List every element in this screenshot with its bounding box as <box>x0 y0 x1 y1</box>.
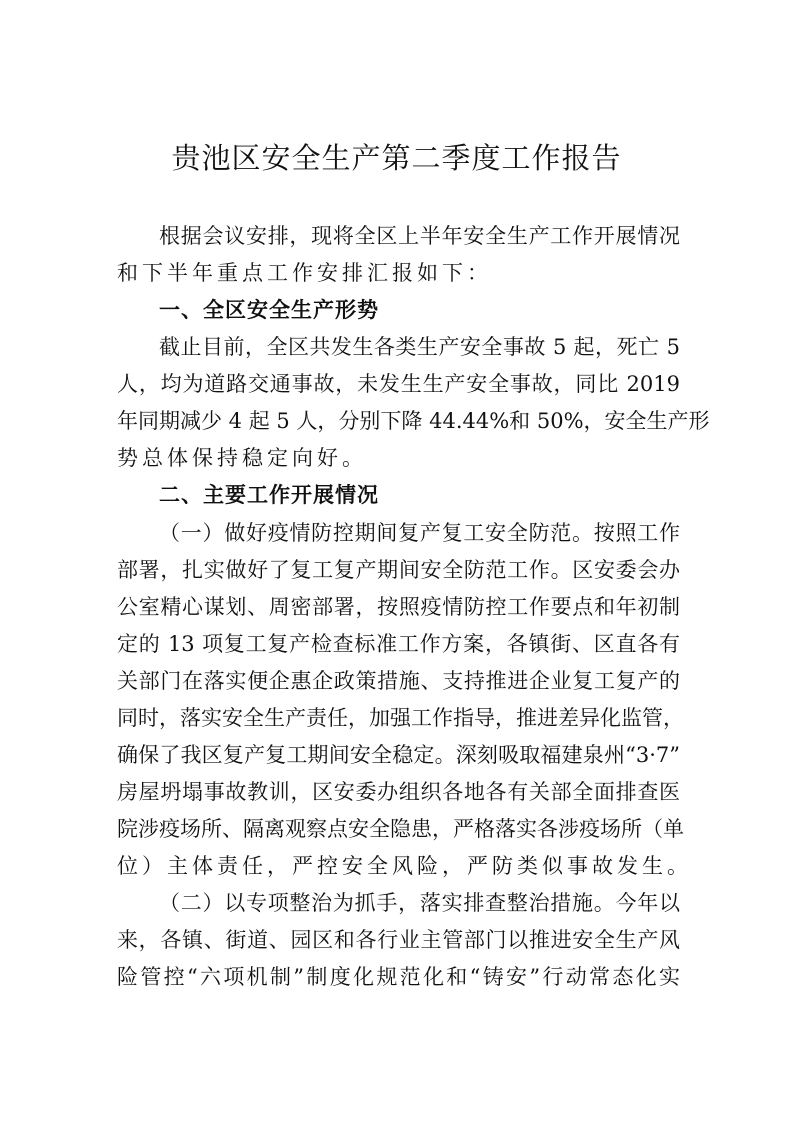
page-title: 贵池区安全生产第二季度工作报告 <box>171 141 622 175</box>
section-heading: 二、主要工作开展情况 <box>159 483 379 507</box>
paragraph-line: 定的 13 项复工复产检查标准工作方案，各镇街、区直各有 <box>117 632 680 656</box>
paragraph-line: 险管控“六项机制”制度化规范化和“铸安”行动常态化实 <box>117 965 680 989</box>
paragraph-line: 院涉疫场所、隔离观察点安全隐患，严格落实各涉疫场所（单 <box>117 817 684 841</box>
paragraph-line: 确保了我区复产复工期间安全稳定。深刻吸取福建泉州“3·7” <box>117 743 680 767</box>
paragraph-line: （二）以专项整治为抓手，落实排查整治措施。今年以 <box>159 891 680 915</box>
paragraph-line: 年同期减少 4 起 5 人，分别下降 44.44%和 50%，安全生产形 <box>117 409 710 433</box>
paragraph-line: 公室精心谋划、周密部署，按照疫情防控工作要点和年初制 <box>117 595 680 619</box>
paragraph-line: 根据会议安排，现将全区上半年安全生产工作开展情况 <box>159 224 680 248</box>
paragraph-line: 房屋坍塌事故教训，区安委办组织各地各有关部全面排查医 <box>117 780 680 804</box>
paragraph-line: 部署，扎实做好了复工复产期间安全防范工作。区安委会办 <box>117 558 680 582</box>
paragraph-line: 位）主体责任，严控安全风险，严防类似事故发生。 <box>117 854 692 878</box>
paragraph-line: 来，各镇、街道、园区和各行业主管部门以推进安全生产风 <box>117 928 680 952</box>
paragraph-line: 和下半年重点工作安排汇报如下： <box>117 261 492 285</box>
paragraph-line: 人，均为道路交通事故，未发生生产安全事故，同比 2019 <box>117 372 680 396</box>
paragraph-line: 势总体保持稳定向好。 <box>117 446 367 470</box>
paragraph-line: 同时，落实安全生产责任，加强工作指导，推进差异化监管， <box>117 706 684 730</box>
paragraph-line: （一）做好疫情防控期间复产复工安全防范。按照工作 <box>159 521 680 545</box>
paragraph-line: 截止目前，全区共发生各类生产安全事故 5 起，死亡 5 <box>159 335 680 359</box>
section-heading: 一、全区安全生产形势 <box>159 298 379 322</box>
paragraph-line: 关部门在落实便企惠企政策措施、支持推进企业复工复产的 <box>117 669 680 693</box>
